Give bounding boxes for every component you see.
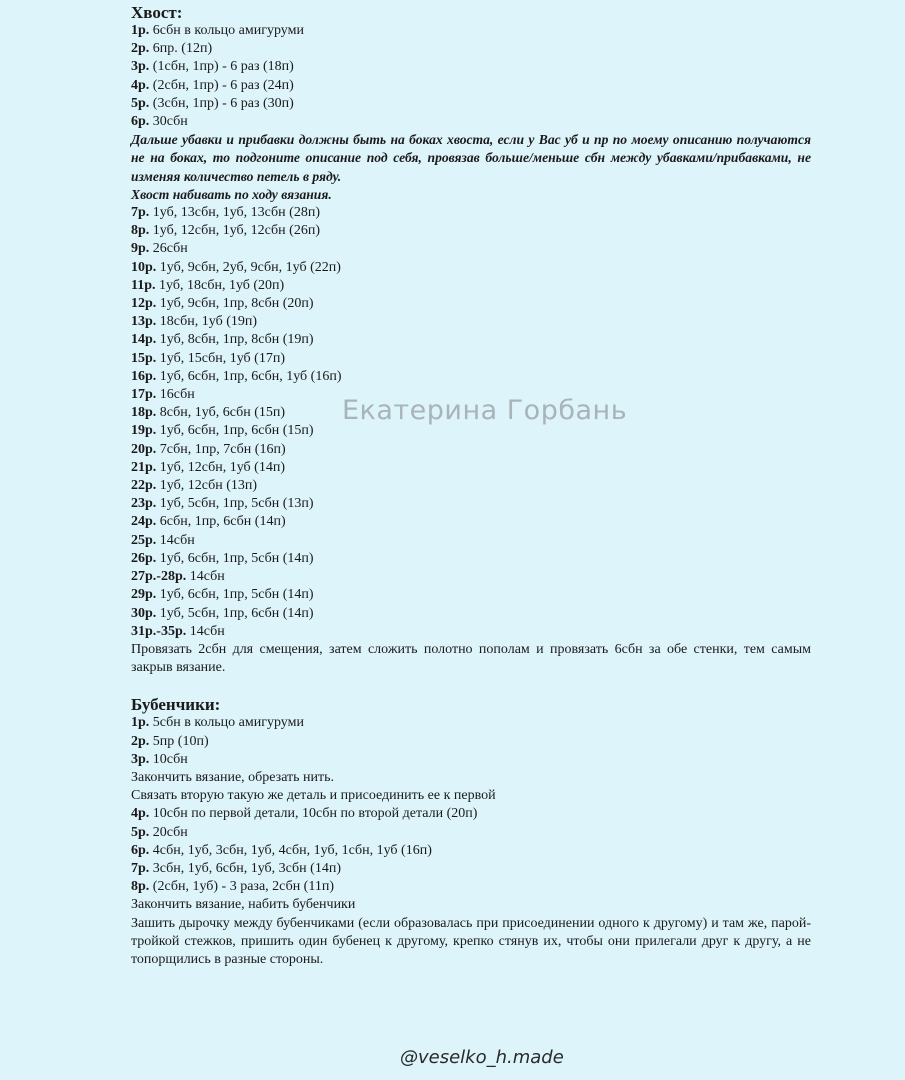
pattern-row (131, 313, 811, 331)
pattern-row (131, 495, 811, 513)
pattern-row (131, 842, 811, 860)
pattern-row (131, 222, 811, 240)
pattern-row (131, 441, 811, 459)
signature: @veselko_h.made (400, 1047, 564, 1068)
tail-rows-a (131, 22, 811, 131)
pattern-row (131, 878, 811, 896)
pattern-row (131, 550, 811, 568)
pattern-row (131, 568, 811, 586)
row-instruction: (3сбн, 1пр) - 6 раз (30п) (149, 95, 294, 111)
tail-heading: Хвост: (131, 3, 183, 22)
row-instruction: 1уб, 18сбн, 1уб (20п) (155, 277, 285, 293)
row-number: 29р. (131, 587, 157, 603)
pattern-row (131, 368, 811, 386)
pattern-row (131, 58, 811, 76)
row-number: 13р. (131, 314, 157, 330)
row-instruction: 10сбн по первой детали, 10сбн по второй детали (20п) (149, 806, 478, 822)
pattern-row (131, 532, 811, 550)
row-instruction: 1уб, 5сбн, 1пр, 6сбн (14п) (156, 605, 314, 621)
row-instruction: 1уб, 6сбн, 1пр, 5сбн (14п) (156, 587, 314, 603)
row-number: 8р. (131, 223, 150, 239)
row-number: 5р. (131, 95, 150, 111)
row-instruction: 1уб, 12сбн (13п) (156, 478, 258, 494)
row-number: 8р. (131, 879, 150, 895)
row-instruction: 1уб, 6сбн, 1пр, 6сбн, 1уб (16п) (156, 368, 342, 384)
pattern-row (131, 714, 811, 732)
bells-text-sew: Зашить дырочку между бубенчиками (если образовалась при присоединении одного к другому) и там же, парой-тройкой стежков, пришить один бубенец к другому, крепко стянув их, чтобы они прилегали друг к другу, а не топорщились в разные стороны. (131, 915, 811, 967)
row-instruction: 1уб, 5сбн, 1пр, 5сбн (13п) (156, 496, 314, 512)
row-instruction: 30сбн (149, 114, 188, 130)
row-number: 23р. (131, 496, 157, 512)
row-number: 31р.-35р. (131, 623, 187, 639)
bells-heading: Бубенчики: (131, 695, 221, 715)
pattern-row (131, 259, 811, 277)
row-number: 7р. (131, 860, 150, 876)
row-number: 30р. (131, 605, 157, 621)
row-number: 17р. (131, 387, 157, 403)
row-instruction: 3сбн, 1уб, 6сбн, 1уб, 3сбн (14п) (149, 860, 341, 876)
row-instruction: 26сбн (149, 241, 188, 257)
row-instruction: 1уб, 12сбн, 1уб, 12сбн (26п) (149, 223, 320, 239)
row-number: 1р. (131, 715, 150, 731)
row-number: 25р. (131, 532, 157, 548)
pattern-row (131, 605, 811, 623)
row-instruction: 10сбн (149, 751, 188, 767)
pattern-row (131, 113, 811, 131)
pattern-row (131, 824, 811, 842)
row-number: 20р. (131, 441, 157, 457)
pattern-row (131, 277, 811, 295)
row-instruction: 4сбн, 1уб, 3сбн, 1уб, 4сбн, 1уб, 1сбн, 1уб (16п) (149, 842, 432, 858)
pattern-page (131, 3, 811, 969)
row-instruction: 1уб, 12сбн, 1уб (14п) (156, 459, 285, 475)
row-number: 10р. (131, 259, 157, 275)
tail-note-stuffing: Хвост набивать по ходу вязания. (131, 186, 332, 202)
bells-rows-b (131, 805, 811, 896)
pattern-row (131, 204, 811, 222)
row-instruction: 1уб, 9сбн, 1пр, 8сбн (20п) (156, 296, 314, 312)
row-instruction: 6пр. (12п) (149, 41, 213, 57)
pattern-row (131, 350, 811, 368)
row-number: 16р. (131, 368, 157, 384)
pattern-row (131, 751, 811, 769)
bells-text-stuff: Закончить вязание, набить бубенчики (131, 897, 356, 913)
pattern-row (131, 459, 811, 477)
row-instruction: 18сбн, 1уб (19п) (156, 314, 258, 330)
row-number: 6р. (131, 114, 150, 130)
pattern-row (131, 733, 811, 751)
pattern-row (131, 295, 811, 313)
row-instruction: (1сбн, 1пр) - 6 раз (18п) (149, 59, 294, 75)
row-instruction: 16сбн (156, 387, 195, 403)
row-number: 22р. (131, 478, 157, 494)
pattern-row (131, 240, 811, 258)
row-number: 19р. (131, 423, 157, 439)
row-number: 24р. (131, 514, 157, 530)
bells-text-join: Связать вторую такую же деталь и присоединить ее к первой (131, 788, 496, 804)
row-instruction: 20сбн (149, 824, 188, 840)
row-instruction: 5сбн в кольцо амигуруми (149, 715, 304, 731)
pattern-row (131, 860, 811, 878)
row-number: 15р. (131, 350, 157, 366)
row-instruction: (2сбн, 1пр) - 6 раз (24п) (149, 77, 294, 93)
row-instruction: 1уб, 13сбн, 1уб, 13сбн (28п) (149, 205, 320, 221)
pattern-row (131, 805, 811, 823)
row-instruction: 14сбн (186, 569, 225, 585)
row-number: 3р. (131, 59, 150, 75)
row-number: 7р. (131, 205, 150, 221)
pattern-row (131, 22, 811, 40)
pattern-row (131, 40, 811, 58)
pattern-row (131, 513, 811, 531)
row-number: 26р. (131, 550, 157, 566)
row-number: 3р. (131, 751, 150, 767)
row-instruction: 6сбн в кольцо амигуруми (149, 23, 304, 38)
row-number: 27р.-28р. (131, 569, 187, 585)
pattern-row (131, 586, 811, 604)
pattern-row (131, 477, 811, 495)
bells-text-finish: Закончить вязание, обрезать нить. (131, 769, 335, 785)
pattern-row (131, 623, 811, 641)
row-instruction: 6сбн, 1пр, 6сбн (14п) (156, 514, 286, 530)
row-number: 4р. (131, 77, 150, 93)
row-instruction: 1уб, 9сбн, 2уб, 9сбн, 1уб (22п) (156, 259, 341, 275)
row-number: 9р. (131, 241, 150, 257)
row-instruction: 1уб, 15сбн, 1уб (17п) (156, 350, 285, 366)
row-instruction: 14сбн (186, 623, 225, 639)
row-number: 6р. (131, 842, 150, 858)
row-number: 4р. (131, 806, 150, 822)
row-instruction: 1уб, 6сбн, 1пр, 5сбн (14п) (156, 550, 314, 566)
row-instruction: 14сбн (156, 532, 195, 548)
pattern-row (131, 331, 811, 349)
row-instruction: 8сбн, 1уб, 6сбн (15п) (156, 405, 286, 421)
pattern-row (131, 77, 811, 95)
tail-finish-text: Провязать 2сбн для смещения, затем сложить полотно пополам и провязать 6сбн за обе стенки, тем самым закрыв вязание. (131, 641, 811, 676)
pattern-row (131, 95, 811, 113)
row-number: 18р. (131, 405, 157, 421)
row-instruction: 7сбн, 1пр, 7сбн (16п) (156, 441, 286, 457)
row-number: 21р. (131, 459, 157, 475)
row-number: 14р. (131, 332, 157, 348)
row-number: 2р. (131, 41, 150, 57)
row-instruction: 5пр (10п) (149, 733, 209, 749)
row-instruction: 1уб, 8сбн, 1пр, 8сбн (19п) (156, 332, 314, 348)
watermark: Екатерина Горбань (342, 395, 628, 426)
tail-note: Дальше убавки и прибавки должны быть на боках хвоста, если у Вас уб и пр по моему описанию получаются не на боках, то подгоните описание под себя, провязав больше/меньше сбн между убавками/прибавками, не изменяя количество петель в ряду. (131, 132, 811, 184)
row-number: 11р. (131, 277, 156, 293)
bells-rows-a (131, 714, 811, 769)
row-number: 5р. (131, 824, 150, 840)
row-instruction: (2сбн, 1уб) - 3 раза, 2сбн (11п) (149, 879, 334, 895)
row-number: 12р. (131, 296, 157, 312)
row-number: 2р. (131, 733, 150, 749)
row-instruction: 1уб, 6сбн, 1пр, 6сбн (15п) (156, 423, 314, 439)
row-number: 1р. (131, 23, 150, 38)
